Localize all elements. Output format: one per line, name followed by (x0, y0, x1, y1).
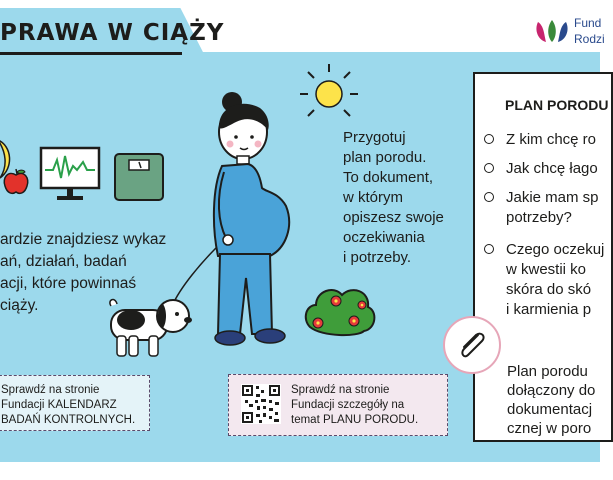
infographic-page: PRAWA W CIĄŻY Fund Rodzi ardzie znajdziesz wykaz ań, działań, badań acji, które powinnaś ciąży. Sprawdź na stronie Fundacji KALENDARZ BADAŃ KONTROLNYCH. Przygotuj plan porodu. To dokument, w którym opiszesz swoje oczekiwania i potrzeby. Sprawdź na stronie Fundacji szczegóły na temat PLANU PORODU. PLAN PORODU Z kim chcę ro Jak chcę łago Jakie mam sp potrzeby? Czego oczekuj w kwestii ko skóra do skó i karmienia p Plan porodu dołączony do dokumentacj cznej w poro (0, 0, 600, 480)
paperclip-badge (443, 316, 501, 374)
calendar-link-box[interactable]: Sprawdź na stronie Fundacji KALENDARZ BADAŃ KONTROLNYCH. (0, 375, 150, 431)
left-description: ardzie znajdziesz wykaz ań, działań, badań acji, które powinnaś ciąży. (0, 231, 167, 314)
bullet-circle (484, 163, 494, 173)
dog-illustration (105, 296, 193, 362)
page-title: PRAWA W CIĄŻY (0, 20, 225, 46)
bullet-circle (484, 134, 494, 144)
birth-plan-link-box[interactable]: Sprawdź na stronie Fundacji szczegóły na temat PLANU PORODU. (228, 374, 448, 436)
bullet-circle (484, 244, 494, 254)
qr-code-icon[interactable] (241, 384, 281, 424)
birth-plan-title: PLAN PORODU (505, 97, 609, 113)
logo-text: Fund Rodzi (574, 16, 605, 46)
bush-illustration (302, 283, 378, 339)
paperclip-icon (454, 327, 490, 363)
birth-plan-note: Plan porodu dołączony do dokumentacj cznej w poro (507, 363, 596, 437)
foundation-logo (532, 16, 572, 46)
sun-icon (298, 58, 362, 120)
monitor-ecg-icon (39, 146, 101, 202)
apple-icon (2, 166, 30, 196)
bullet-circle (484, 192, 494, 202)
plan-prompt-text: Przygotuj plan porodu. To dokument, w którym opiszesz swoje oczekiwania i potrzeby. (343, 129, 444, 266)
title-underline (0, 52, 182, 55)
